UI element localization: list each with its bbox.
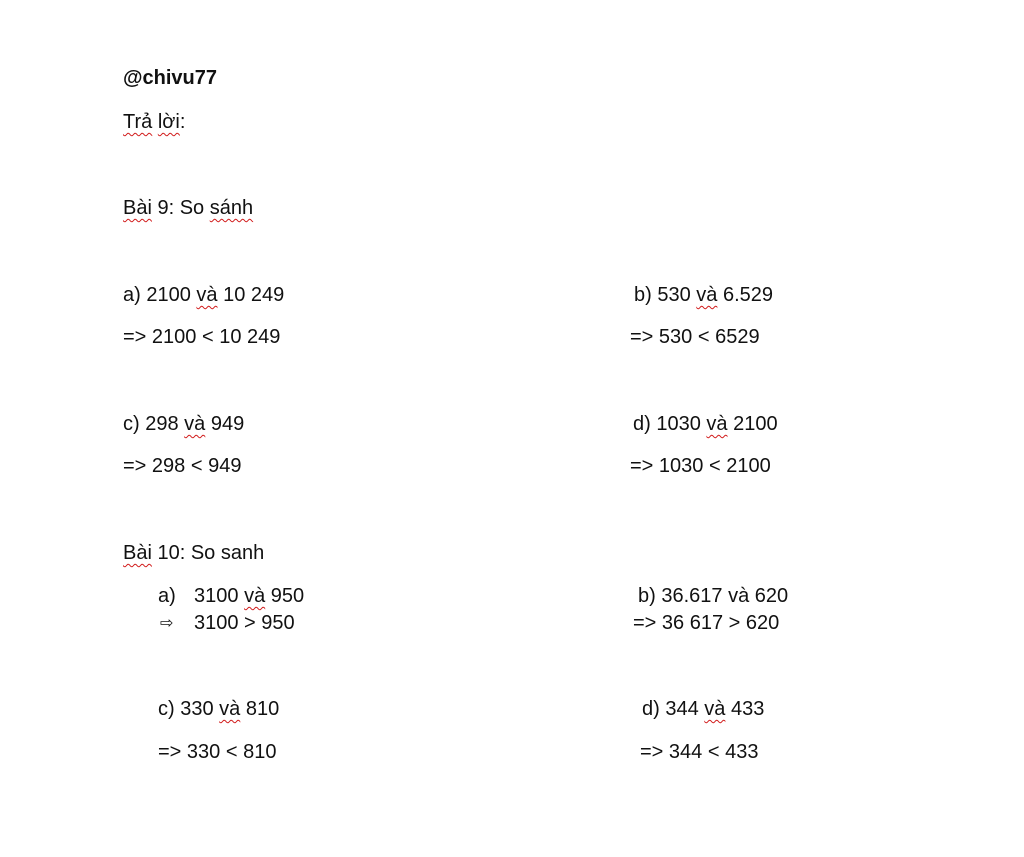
exercise-9-title bbox=[123, 196, 253, 220]
answer-label-word1: Trả bbox=[123, 111, 153, 133]
exercise-10d-question bbox=[642, 697, 764, 721]
exercise-10c-question bbox=[158, 697, 279, 721]
exercise-9d-answer: => 1030 < 2100 bbox=[630, 455, 771, 477]
exercise-9d-q-pre: d) 1030 bbox=[633, 413, 707, 435]
exercise-10d-answer: => 344 < 433 bbox=[640, 741, 759, 763]
exercise-10a-question bbox=[158, 584, 304, 608]
exercise-10a-answer-text: 3100 > 950 bbox=[194, 612, 295, 634]
exercise-10d-q-post: 433 bbox=[725, 698, 765, 720]
exercise-10a-q-post: 950 bbox=[265, 585, 305, 607]
exercise-9c-q-va: và bbox=[184, 413, 206, 435]
exercise-9b-q-pre: b) 530 bbox=[634, 284, 697, 306]
exercise-9d-q-va: và bbox=[706, 413, 728, 435]
exercise-9a-q-va: và bbox=[196, 284, 218, 306]
exercise-9a-q-post: 10 249 bbox=[217, 284, 285, 306]
exercise-9d-question bbox=[633, 412, 778, 436]
exercise-10-title-rest: 10: So sanh bbox=[151, 542, 265, 564]
exercise-10d-q-pre: d) 344 bbox=[642, 698, 705, 720]
exercise-9-title-last: sánh bbox=[209, 197, 254, 219]
answer-label-colon: : bbox=[179, 111, 186, 133]
exercise-10a-q-va: và bbox=[244, 585, 266, 607]
exercise-10a-q-pre: 3100 bbox=[194, 585, 245, 607]
exercise-10a-label: a) bbox=[158, 585, 176, 607]
exercise-9c-q-pre: c) 298 bbox=[123, 413, 185, 435]
arrow-right-icon: ⇨ bbox=[160, 615, 174, 632]
exercise-9-title-rest: 9: So bbox=[157, 197, 210, 219]
exercise-10-title-prefix: Bài bbox=[123, 542, 152, 564]
answer-label bbox=[123, 110, 185, 134]
exercise-10c-q-post: 810 bbox=[240, 698, 280, 720]
author-handle: @chivu77 bbox=[123, 67, 217, 89]
exercise-10c-q-pre: c) 330 bbox=[158, 698, 220, 720]
exercise-9b-q-va: và bbox=[696, 284, 718, 306]
exercise-10b-question: b) 36.617 và 620 bbox=[638, 585, 789, 607]
exercise-9d-q-post: 2100 bbox=[727, 413, 778, 435]
exercise-10c-q-va: và bbox=[219, 698, 241, 720]
exercise-9b-answer: => 530 < 6529 bbox=[630, 326, 760, 348]
exercise-10a-answer bbox=[160, 611, 295, 636]
exercise-10-title bbox=[123, 541, 264, 565]
exercise-9a-question bbox=[123, 283, 284, 307]
exercise-9a-answer: => 2100 < 10 249 bbox=[123, 326, 281, 348]
exercise-10c-answer: => 330 < 810 bbox=[158, 741, 277, 763]
exercise-9c-answer: => 298 < 949 bbox=[123, 455, 242, 477]
exercise-10d-q-va: và bbox=[704, 698, 726, 720]
answer-label-word2: lời bbox=[157, 111, 180, 133]
exercise-9b-q-post: 6.529 bbox=[717, 284, 773, 306]
exercise-9c-q-post: 949 bbox=[205, 413, 245, 435]
exercise-10b-answer: => 36 617 > 620 bbox=[633, 612, 780, 634]
exercise-9a-q-pre: a) 2100 bbox=[123, 284, 197, 306]
exercise-9c-question bbox=[123, 412, 244, 436]
exercise-9-title-prefix: Bài bbox=[123, 197, 152, 219]
exercise-9b-question bbox=[634, 283, 773, 307]
